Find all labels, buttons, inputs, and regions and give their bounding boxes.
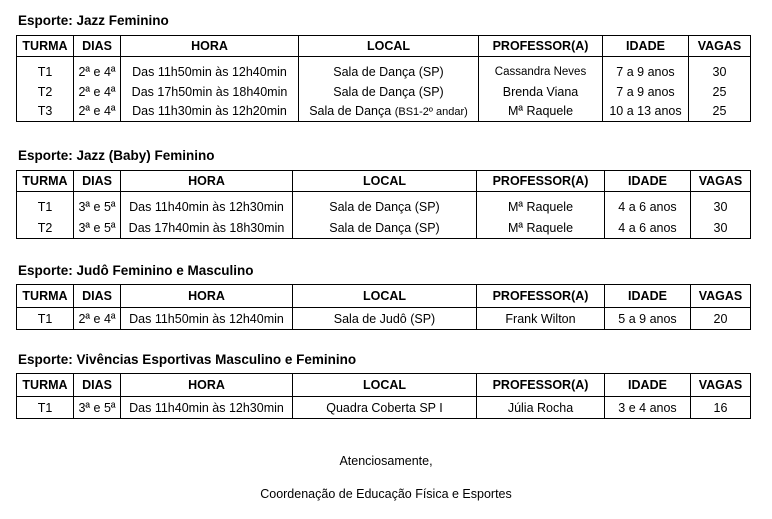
cell-hora: Das 17h40min às 18h30min xyxy=(121,218,293,239)
cell-idade: 5 a 9 anos xyxy=(605,308,691,330)
cell-local: Sala de Dança (SP) xyxy=(299,83,479,101)
table-vivencias xyxy=(16,373,751,419)
cell-local: Sala de Dança (SP) xyxy=(299,57,479,84)
cell-dias: 3ª e 5ª xyxy=(74,397,121,419)
col-header-professor: PROFESSOR(A) xyxy=(477,374,605,397)
table-row xyxy=(17,397,751,419)
cell-local-extra: (BS1-2º andar) xyxy=(394,106,468,118)
section-title-judo: Esporte: Judô Feminino e Masculino xyxy=(18,263,254,278)
col-header-turma: TURMA xyxy=(17,36,74,57)
closing-text: Atenciosamente, xyxy=(339,454,433,468)
section-title-vivencias: Esporte: Vivências Esportivas Masculino e Feminino xyxy=(18,352,357,367)
section-title-jazz-baby: Esporte: Jazz (Baby) Feminino xyxy=(18,148,215,163)
cell-dias: 3ª e 5ª xyxy=(74,192,121,219)
cell-hora: Das 11h50min às 12h40min xyxy=(121,308,293,330)
cell-idade: 4 a 6 anos xyxy=(605,192,691,219)
cell-hora: Das 11h40min às 12h30min xyxy=(121,397,293,419)
col-header-hora: HORA xyxy=(121,374,293,397)
table-header-row xyxy=(17,374,751,397)
table-row xyxy=(17,101,751,122)
table-row xyxy=(17,218,751,239)
cell-professor: Mª Raquele xyxy=(479,101,603,122)
col-header-local: LOCAL xyxy=(299,36,479,57)
col-header-vagas: VAGAS xyxy=(691,374,751,397)
table-judo xyxy=(16,284,751,330)
col-header-dias: DIAS xyxy=(74,374,121,397)
col-header-professor: PROFESSOR(A) xyxy=(477,171,605,192)
cell-local: Quadra Coberta SP I xyxy=(293,397,477,419)
col-header-idade: IDADE xyxy=(605,374,691,397)
table-header-row xyxy=(17,285,751,308)
cell-dias: 2ª e 4ª xyxy=(74,83,121,101)
cell-vagas: 25 xyxy=(689,83,751,101)
table-header-row xyxy=(17,36,751,57)
cell-dias: 3ª e 5ª xyxy=(74,218,121,239)
cell-idade: 3 e 4 anos xyxy=(605,397,691,419)
col-header-vagas: VAGAS xyxy=(691,171,751,192)
col-header-local: LOCAL xyxy=(293,374,477,397)
col-header-dias: DIAS xyxy=(74,285,121,308)
col-header-professor: PROFESSOR(A) xyxy=(477,285,605,308)
cell-vagas: 20 xyxy=(691,308,751,330)
col-header-hora: HORA xyxy=(121,285,293,308)
col-header-idade: IDADE xyxy=(605,285,691,308)
cell-hora: Das 17h50min às 18h40min xyxy=(121,83,299,101)
cell-hora: Das 11h50min às 12h40min xyxy=(121,57,299,84)
cell-local-main: Sala de Dança xyxy=(309,104,392,118)
cell-idade: 7 a 9 anos xyxy=(603,83,689,101)
cell-professor: Mª Raquele xyxy=(477,192,605,219)
cell-dias: 2ª e 4ª xyxy=(74,57,121,84)
table-jazz-baby xyxy=(16,170,751,239)
col-header-local: LOCAL xyxy=(293,285,477,308)
col-header-turma: TURMA xyxy=(17,285,74,308)
cell-professor: Mª Raquele xyxy=(477,218,605,239)
cell-turma: T2 xyxy=(17,83,74,101)
cell-professor: Brenda Viana xyxy=(479,83,603,101)
col-header-idade: IDADE xyxy=(603,36,689,57)
cell-professor: Frank Wilton xyxy=(477,308,605,330)
table-row xyxy=(17,57,751,84)
col-header-vagas: VAGAS xyxy=(689,36,751,57)
col-header-vagas: VAGAS xyxy=(691,285,751,308)
cell-professor: Júlia Rocha xyxy=(477,397,605,419)
section-title-jazz-feminino: Esporte: Jazz Feminino xyxy=(18,13,169,28)
col-header-idade: IDADE xyxy=(605,171,691,192)
table-row xyxy=(17,83,751,101)
cell-dias: 2ª e 4ª xyxy=(74,308,121,330)
cell-vagas: 30 xyxy=(689,57,751,84)
table-row xyxy=(17,192,751,219)
cell-turma: T1 xyxy=(17,192,74,219)
cell-local: Sala de Judô (SP) xyxy=(293,308,477,330)
cell-local: Sala de Dança (SP) xyxy=(293,192,477,219)
cell-hora: Das 11h40min às 12h30min xyxy=(121,192,293,219)
cell-professor: Cassandra Neves xyxy=(479,57,603,84)
cell-idade: 10 a 13 anos xyxy=(603,101,689,122)
col-header-turma: TURMA xyxy=(17,171,74,192)
table-jazz-feminino xyxy=(16,35,751,122)
cell-vagas: 30 xyxy=(691,192,751,219)
cell-idade: 4 a 6 anos xyxy=(605,218,691,239)
cell-local: Sala de Dança (SP) xyxy=(293,218,477,239)
table-row xyxy=(17,308,751,330)
cell-turma: T2 xyxy=(17,218,74,239)
col-header-local: LOCAL xyxy=(293,171,477,192)
table-header-row xyxy=(17,171,751,192)
cell-turma: T1 xyxy=(17,308,74,330)
cell-vagas: 30 xyxy=(691,218,751,239)
signature-text: Coordenação de Educação Física e Esportes xyxy=(260,487,512,501)
col-header-dias: DIAS xyxy=(74,171,121,192)
col-header-turma: TURMA xyxy=(17,374,74,397)
cell-turma: T3 xyxy=(17,101,74,122)
cell-vagas: 25 xyxy=(689,101,751,122)
cell-vagas: 16 xyxy=(691,397,751,419)
cell-idade: 7 a 9 anos xyxy=(603,57,689,84)
cell-hora: Das 11h30min às 12h20min xyxy=(121,101,299,122)
cell-local xyxy=(299,101,479,122)
col-header-professor: PROFESSOR(A) xyxy=(479,36,603,57)
cell-dias: 2ª e 4ª xyxy=(74,101,121,122)
cell-turma: T1 xyxy=(17,397,74,419)
col-header-dias: DIAS xyxy=(74,36,121,57)
cell-turma: T1 xyxy=(17,57,74,84)
col-header-hora: HORA xyxy=(121,171,293,192)
col-header-hora: HORA xyxy=(121,36,299,57)
